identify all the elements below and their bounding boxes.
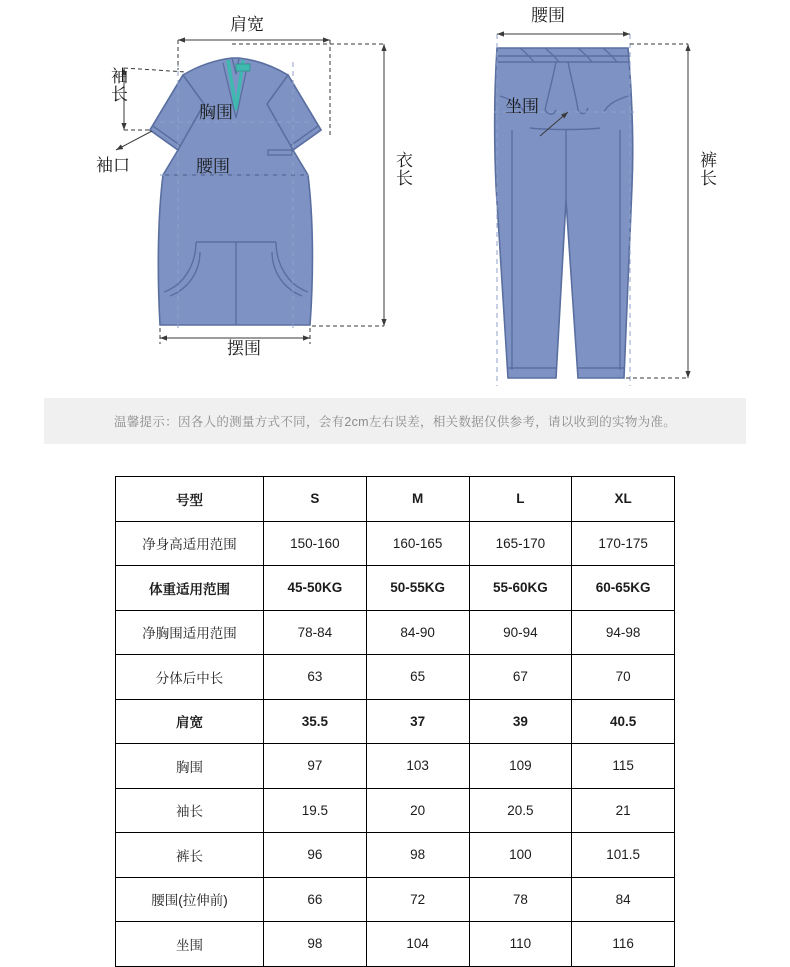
table-cell: 90-94 xyxy=(469,610,572,655)
table-cell: 97 xyxy=(264,744,367,789)
table-row xyxy=(116,833,675,878)
size-table xyxy=(115,476,675,967)
table-cell: 55-60KG xyxy=(469,566,572,611)
table-cell: 84-90 xyxy=(366,610,469,655)
table-row xyxy=(116,877,675,922)
label-sleeve-length: 袖长 xyxy=(111,67,128,104)
table-cell: 78 xyxy=(469,877,572,922)
table-row xyxy=(116,610,675,655)
table-cell: 78-84 xyxy=(264,610,367,655)
table-cell: 67 xyxy=(469,655,572,700)
table-row xyxy=(116,699,675,744)
table-cell: 109 xyxy=(469,744,572,789)
table-cell: 115 xyxy=(572,744,675,789)
table-row xyxy=(116,922,675,967)
table-cell: 19.5 xyxy=(264,788,367,833)
table-cell: 66 xyxy=(264,877,367,922)
table-cell: 98 xyxy=(264,922,367,967)
table-row-label: 体重适用范围 xyxy=(116,566,264,611)
table-row-label: 净身高适用范围 xyxy=(116,521,264,566)
table-cell: 72 xyxy=(366,877,469,922)
table-cell: 37 xyxy=(366,699,469,744)
notice-text: 温馨提示：因各人的测量方式不同，会有2cm左右误差，相关数据仅供参考，请以收到的实物为准。 xyxy=(113,415,677,429)
table-cell: 96 xyxy=(264,833,367,878)
table-row xyxy=(116,788,675,833)
table-row xyxy=(116,521,675,566)
table-cell: 160-165 xyxy=(366,521,469,566)
table-row-label: 肩宽 xyxy=(116,699,264,744)
table-cell: 65 xyxy=(366,655,469,700)
table-cell: 20.5 xyxy=(469,788,572,833)
table-cell: 84 xyxy=(572,877,675,922)
table-cell: 165-170 xyxy=(469,521,572,566)
label-chest: 胸围 xyxy=(199,103,233,122)
notice-bar xyxy=(44,398,746,444)
table-cell: 35.5 xyxy=(264,699,367,744)
table-cell: 170-175 xyxy=(572,521,675,566)
table-cell: 150-160 xyxy=(264,521,367,566)
label-waist-top: 腰围 xyxy=(196,157,230,176)
garment-diagram-svg xyxy=(0,0,790,390)
label-hip: 坐围 xyxy=(505,97,539,116)
shirt-illustration xyxy=(116,40,384,344)
label-pants-length: 裤长 xyxy=(700,151,717,188)
table-row-label: 裤长 xyxy=(116,833,264,878)
table-header-cell-size: L xyxy=(469,477,572,522)
table-cell: 94-98 xyxy=(572,610,675,655)
table-header-cell-label: 号型 xyxy=(116,477,264,522)
table-row-label: 分体后中长 xyxy=(116,655,264,700)
label-garment-length: 衣长 xyxy=(396,151,413,188)
table-cell: 100 xyxy=(469,833,572,878)
table-cell: 20 xyxy=(366,788,469,833)
table-cell: 45-50KG xyxy=(264,566,367,611)
table-row-label: 胸围 xyxy=(116,744,264,789)
size-diagram xyxy=(0,0,790,390)
table-row-label: 坐围 xyxy=(116,922,264,967)
table-cell: 110 xyxy=(469,922,572,967)
table-cell: 101.5 xyxy=(572,833,675,878)
table-row xyxy=(116,655,675,700)
size-table-wrapper xyxy=(115,476,675,967)
table-cell: 104 xyxy=(366,922,469,967)
table-cell: 60-65KG xyxy=(572,566,675,611)
table-header-row xyxy=(116,477,675,522)
table-row-label: 袖长 xyxy=(116,788,264,833)
label-cuff: 袖口 xyxy=(96,156,130,175)
table-row xyxy=(116,566,675,611)
table-cell: 40.5 xyxy=(572,699,675,744)
table-cell: 103 xyxy=(366,744,469,789)
table-cell: 50-55KG xyxy=(366,566,469,611)
table-cell: 63 xyxy=(264,655,367,700)
label-hem: 摆围 xyxy=(227,339,261,358)
pants-illustration xyxy=(494,34,688,386)
table-cell: 70 xyxy=(572,655,675,700)
table-header-cell-size: S xyxy=(264,477,367,522)
table-row-label: 净胸围适用范围 xyxy=(116,610,264,655)
table-cell: 39 xyxy=(469,699,572,744)
table-cell: 116 xyxy=(572,922,675,967)
table-cell: 98 xyxy=(366,833,469,878)
table-header-cell-size: XL xyxy=(572,477,675,522)
table-cell: 21 xyxy=(572,788,675,833)
label-shoulder-width: 肩宽 xyxy=(230,15,264,34)
table-header-cell-size: M xyxy=(366,477,469,522)
table-row xyxy=(116,744,675,789)
table-row-label: 腰围(拉伸前) xyxy=(116,877,264,922)
label-pants-waist: 腰围 xyxy=(531,6,565,25)
